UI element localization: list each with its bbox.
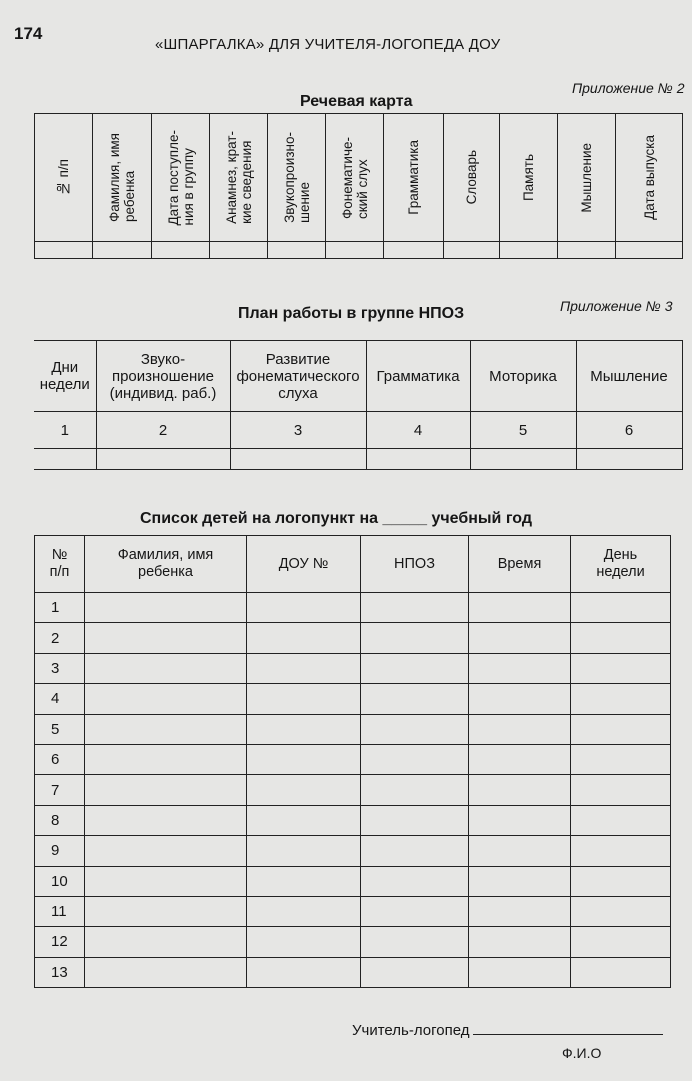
empty-cell [85,775,247,805]
row-number: 1 [35,593,85,623]
empty-cell [85,805,247,835]
speech-card-empty-cell [558,242,616,259]
speech-card-column-header [500,114,558,242]
empty-cell [571,653,671,683]
empty-cell [85,744,247,774]
speech-card-empty-cell [35,242,93,259]
header-line: недели [39,376,90,393]
header-line: Грамматика [406,140,421,215]
speech-card-empty-cell [326,242,384,259]
speech-card-column-label [340,137,370,219]
header-line: Фамилия, имя [107,133,122,222]
empty-cell [247,836,361,866]
empty-cell [85,593,247,623]
empty-cell [571,866,671,896]
row-number: 10 [35,866,85,896]
empty-cell [247,714,361,744]
children-list-column-header [469,536,571,593]
empty-cell [361,623,469,653]
work-plan-number-cell: 4 [366,412,470,449]
speech-card-column-header [210,114,268,242]
work-plan-number-cell: 1 [34,412,96,449]
header-line: Фонематиче- [339,136,355,219]
empty-cell [247,653,361,683]
empty-cell [361,684,469,714]
signature-label: Учитель-логопед [352,1022,470,1039]
table-row [35,866,671,896]
table-row [35,805,671,835]
table-row [35,957,671,987]
empty-cell [361,957,469,987]
row-number: 11 [35,896,85,926]
empty-cell [361,836,469,866]
empty-cell [361,653,469,683]
table-row [35,775,671,805]
children-list-column-header [247,536,361,593]
empty-cell [85,836,247,866]
work-plan-empty-cell [576,449,682,470]
empty-cell [571,896,671,926]
header-line: Словарь [464,150,479,205]
speech-card-column-label [521,154,536,201]
header-line: недели [596,564,645,580]
header-line: Звукопроизно- [281,132,297,223]
empty-cell [247,744,361,774]
empty-cell [85,896,247,926]
empty-cell [571,836,671,866]
empty-cell [469,866,571,896]
empty-cell [571,927,671,957]
speech-card-column-header [326,114,384,242]
header-line: Мышление [579,142,594,213]
work-plan-column-header [34,341,96,412]
work-plan-empty-cell [230,449,366,470]
empty-cell [247,927,361,957]
speech-card-column-label [107,133,137,222]
appendix-2-label: Приложение № 2 [572,80,685,96]
work-plan-number-cell: 2 [96,412,230,449]
empty-cell [247,896,361,926]
empty-cell [469,805,571,835]
empty-cell [469,684,571,714]
empty-cell [469,593,571,623]
header-line: № [51,547,68,563]
header-line: Развитие [265,350,331,368]
header-line: Анамнез, крат- [223,131,239,224]
empty-cell [571,775,671,805]
speech-card-column-label [464,150,479,204]
empty-cell [85,957,247,987]
header-line: Дата поступле- [165,129,181,226]
table-row [35,593,671,623]
header-line: № п/п [56,158,71,197]
header-line: ский слух [354,158,370,219]
empty-cell [571,805,671,835]
speech-card-column-header [268,114,326,242]
empty-cell [571,593,671,623]
children-list-column-header [571,536,671,593]
empty-cell [247,805,361,835]
empty-cell [571,684,671,714]
empty-cell [247,957,361,987]
row-number: 13 [35,957,85,987]
children-list-title: Список детей на логопункт на _____ учебный год [140,510,532,527]
empty-cell [571,957,671,987]
speech-card-column-header [616,114,683,242]
empty-cell [469,623,571,653]
empty-cell [469,957,571,987]
speech-card-column-label [56,159,71,196]
speech-card-column-header [35,114,93,242]
speech-card-empty-cell [152,242,210,259]
work-plan-table [34,340,683,470]
empty-cell [85,653,247,683]
empty-cell [469,896,571,926]
signature-blank [473,1022,663,1035]
speech-card-column-label [224,131,254,224]
empty-cell [469,775,571,805]
empty-cell [361,805,469,835]
speech-card-column-header [558,114,616,242]
row-number: 3 [35,653,85,683]
header-line: Время [497,555,542,572]
empty-cell [361,866,469,896]
speech-card-title: Речевая карта [300,93,413,110]
empty-cell [85,866,247,896]
row-number: 4 [35,684,85,714]
speech-card-empty-cell [384,242,444,259]
header-line: Моторика [489,367,557,385]
header-line: фонематического [236,367,360,385]
children-list-column-header [361,536,469,593]
empty-cell [469,744,571,774]
table-row [35,684,671,714]
speech-card-column-header [384,114,444,242]
empty-cell [85,927,247,957]
row-number: 2 [35,623,85,653]
speech-card-column-header [444,114,500,242]
children-list-column-header [35,536,85,593]
speech-card-column-label [166,130,196,226]
row-number: 12 [35,927,85,957]
header-line: кие сведения [238,140,254,224]
work-plan-number-cell: 3 [230,412,366,449]
empty-cell [361,593,469,623]
speech-card-column-header [93,114,152,242]
empty-cell [571,623,671,653]
empty-cell [361,927,469,957]
empty-cell [361,744,469,774]
empty-cell [469,927,571,957]
header-line: День [603,547,638,563]
speech-card-empty-cell [210,242,268,259]
header-line: Память [521,153,536,202]
signature-line [352,1022,663,1039]
speech-card-empty-cell [93,242,152,259]
header-line: ния в группу [180,147,196,226]
header-line: ребенка [122,170,137,222]
header-line: Грамматика [376,367,460,385]
header-line: шение [296,182,312,223]
page-number: 174 [14,24,43,43]
row-number: 7 [35,775,85,805]
header-line: Дата выпуска [641,135,657,220]
work-plan-empty-cell [366,449,470,470]
table-row [35,896,671,926]
header-line: слуха [278,384,318,402]
header-line: (индивид. раб.) [109,384,217,402]
row-number: 5 [35,714,85,744]
work-plan-column-header [230,341,366,412]
speech-card-column-header [152,114,210,242]
work-plan-column-header [96,341,230,412]
children-list-column-header [85,536,247,593]
signature-caption: Ф.И.О [562,1045,602,1061]
table-row [35,927,671,957]
empty-cell [469,653,571,683]
speech-card-empty-cell [616,242,683,259]
empty-cell [361,896,469,926]
empty-cell [571,714,671,744]
work-plan-number-cell: 5 [470,412,576,449]
running-header: «ШПАРГАЛКА» ДЛЯ УЧИТЕЛЯ-ЛОГОПЕДА ДОУ [155,36,501,53]
table-row [35,623,671,653]
work-plan-column-header [470,341,576,412]
empty-cell [247,775,361,805]
table-row [35,714,671,744]
speech-card-table [34,113,683,259]
table-row [35,744,671,774]
header-line: НПОЗ [394,555,435,572]
header-line: Звуко- [140,350,186,368]
work-plan-number-cell: 6 [576,412,682,449]
work-plan-column-header [366,341,470,412]
empty-cell [247,593,361,623]
empty-cell [361,714,469,744]
speech-card-column-label [579,143,594,213]
work-plan-empty-cell [34,449,96,470]
row-number: 8 [35,805,85,835]
work-plan-title: План работы в группе НПОЗ [238,305,465,322]
table-row [35,653,671,683]
empty-cell [247,623,361,653]
speech-card-empty-cell [500,242,558,259]
header-line: ребенка [138,564,193,580]
row-number: 9 [35,836,85,866]
work-plan-empty-cell [96,449,230,470]
speech-card-column-label [282,132,312,223]
header-line: Фамилия, имя [117,547,214,563]
work-plan-column-header [576,341,682,412]
empty-cell [571,744,671,774]
appendix-3-label: Приложение № 3 [560,298,673,314]
header-line: ДОУ № [278,555,329,572]
empty-cell [85,684,247,714]
header-line: произношение [111,367,215,385]
empty-cell [469,714,571,744]
work-plan-empty-cell [470,449,576,470]
empty-cell [361,775,469,805]
row-number: 6 [35,744,85,774]
header-line: Дни [51,359,79,376]
empty-cell [85,714,247,744]
header-line: п/п [49,564,70,580]
speech-card-empty-cell [444,242,500,259]
children-list-table [34,535,671,988]
empty-cell [85,623,247,653]
empty-cell [247,684,361,714]
speech-card-column-label [406,140,421,215]
empty-cell [469,836,571,866]
table-row [35,836,671,866]
speech-card-empty-cell [268,242,326,259]
empty-cell [247,866,361,896]
header-line: Мышление [590,367,668,385]
speech-card-column-label [642,135,657,220]
